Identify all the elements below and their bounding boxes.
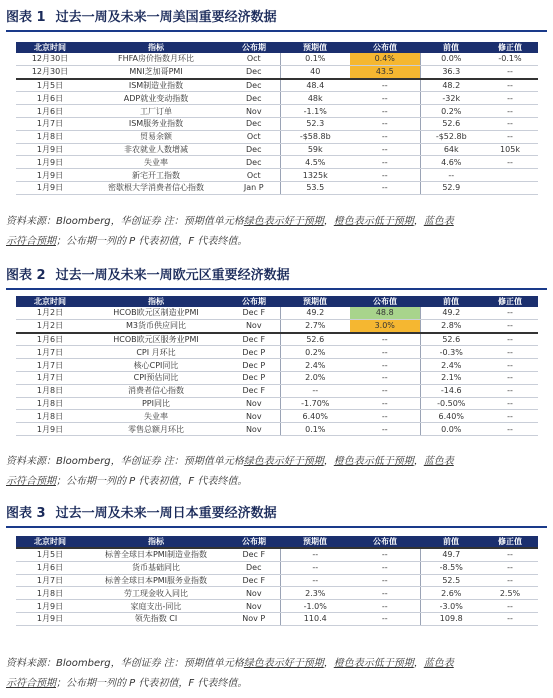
cell-revised: 105k xyxy=(482,143,538,156)
cell-expected: -- xyxy=(280,561,350,574)
cell-time: 1月6日 xyxy=(16,105,84,118)
cell-indicator: 密歇根大学消费者信心指数 xyxy=(84,181,228,194)
col-header-indicator: 指标 xyxy=(84,296,228,307)
cell-expected: -1.1% xyxy=(280,105,350,118)
cell-indicator: ADP就业变动指数 xyxy=(84,92,228,105)
note-orange: 橙色表示低于预期 xyxy=(333,216,414,227)
cell-period: Dec P xyxy=(228,346,280,359)
cell-previous: 4.6% xyxy=(420,156,482,169)
cell-previous: 109.8 xyxy=(420,612,482,625)
cell-time: 1月6日 xyxy=(16,92,84,105)
note-source: 资料来源：Bloomberg，华创证券 注：预期值单元格 xyxy=(6,456,244,467)
cell-revised: -- xyxy=(482,307,538,319)
cell-expected: 110.4 xyxy=(280,612,350,625)
col-header-revised: 修正值 xyxy=(482,42,538,53)
table-row xyxy=(16,346,538,359)
cell-time: 1月2日 xyxy=(16,307,84,319)
figure-1-title xyxy=(6,6,277,25)
cell-previous: 0.2% xyxy=(420,105,482,118)
note-blue-cont: 示符合预期 xyxy=(6,236,56,247)
cell-previous: -32k xyxy=(420,92,482,105)
cell-time: 1月9日 xyxy=(16,156,84,169)
cell-actual: -- xyxy=(350,397,420,410)
note-period: ；公布期一列的 P 代表初值，F 代表终值。 xyxy=(56,236,248,247)
cell-expected: 53.5 xyxy=(280,181,350,194)
cell-indicator: ISM服务业指数 xyxy=(84,117,228,130)
cell-previous: 2.8% xyxy=(420,319,482,332)
cell-period: Dec F xyxy=(228,548,280,561)
cell-period: Dec P xyxy=(228,359,280,372)
cell-indicator: 核心CPI同比 xyxy=(84,359,228,372)
table-row xyxy=(16,169,538,182)
cell-period: Nov xyxy=(228,319,280,332)
cell-indicator: M3货币供应同比 xyxy=(84,319,228,332)
cell-actual: -- xyxy=(350,181,420,194)
cell-revised: -- xyxy=(482,346,538,359)
cell-actual: -- xyxy=(350,117,420,130)
col-header-time: 北京时间 xyxy=(16,42,84,53)
cell-expected: 40 xyxy=(280,65,350,78)
figure-2-note xyxy=(6,452,547,492)
cell-indicator: 贸易余额 xyxy=(84,130,228,143)
cell-period: Nov xyxy=(228,587,280,600)
cell-period: Dec xyxy=(228,156,280,169)
note-blue: 蓝色表 xyxy=(423,456,454,467)
cell-revised: -- xyxy=(482,79,538,92)
cell-revised: 2.5% xyxy=(482,587,538,600)
cell-time: 1月9日 xyxy=(16,169,84,182)
cell-period: Nov xyxy=(228,600,280,613)
cell-indicator: 工厂订单 xyxy=(84,105,228,118)
note-green: 绿色表示好于预期 xyxy=(243,456,324,467)
cell-expected: 0.1% xyxy=(280,53,350,65)
note-comma: ， xyxy=(323,456,334,467)
cell-actual: 48.8 xyxy=(350,307,420,319)
table-row xyxy=(16,53,538,65)
cell-period: Nov xyxy=(228,410,280,423)
table-row xyxy=(16,181,538,194)
table-row xyxy=(16,105,538,118)
cell-indicator: CPI预估同比 xyxy=(84,371,228,384)
note-green: 绿色表示好于预期 xyxy=(243,216,324,227)
cell-indicator: 标普全球日本PMI制造业指数 xyxy=(84,548,228,561)
cell-time: 1月8日 xyxy=(16,587,84,600)
col-header-revised: 修正值 xyxy=(482,296,538,307)
col-header-period: 公布期 xyxy=(228,536,280,548)
cell-actual: -- xyxy=(350,333,420,346)
cell-indicator: 非农就业人数增减 xyxy=(84,143,228,156)
table-row xyxy=(16,319,538,332)
cell-revised: -- xyxy=(482,612,538,625)
cell-revised: -- xyxy=(482,548,538,561)
cell-revised: -- xyxy=(482,574,538,587)
cell-expected: 0.2% xyxy=(280,346,350,359)
figure-1-label: 图表 1 xyxy=(6,10,46,25)
cell-indicator: MNI芝加哥PMI xyxy=(84,65,228,78)
table-row xyxy=(16,587,538,600)
cell-revised: -- xyxy=(482,561,538,574)
cell-actual: -- xyxy=(350,548,420,561)
cell-indicator: 消费者信心指数 xyxy=(84,384,228,397)
cell-indicator: 货币基础同比 xyxy=(84,561,228,574)
cell-actual: -- xyxy=(350,384,420,397)
cell-indicator: ISM制造业指数 xyxy=(84,79,228,92)
cell-revised: -- xyxy=(482,333,538,346)
cell-actual: -- xyxy=(350,587,420,600)
cell-revised: -- xyxy=(482,397,538,410)
cell-previous: 0.0% xyxy=(420,423,482,436)
figure-2-heading: 过去一周及未来一周欧元区重要经济数据 xyxy=(55,268,290,283)
cell-previous: -$52.8b xyxy=(420,130,482,143)
cell-expected: 2.4% xyxy=(280,359,350,372)
note-comma: ， xyxy=(413,456,424,467)
cell-time: 1月7日 xyxy=(16,371,84,384)
cell-revised: -- xyxy=(482,92,538,105)
cell-expected: 49.2 xyxy=(280,307,350,319)
figure-3-rule xyxy=(6,526,547,528)
cell-expected: 0.1% xyxy=(280,423,350,436)
cell-previous: 2.1% xyxy=(420,371,482,384)
col-header-expected: 预期值 xyxy=(280,296,350,307)
cell-expected: 2.3% xyxy=(280,587,350,600)
cell-revised: -- xyxy=(482,156,538,169)
cell-actual: -- xyxy=(350,143,420,156)
cell-revised: -- xyxy=(482,371,538,384)
cell-period: Nov xyxy=(228,397,280,410)
figure-3-heading: 过去一周及未来一周日本重要经济数据 xyxy=(55,506,277,521)
table-row xyxy=(16,333,538,346)
cell-period: Dec F xyxy=(228,384,280,397)
cell-indicator: FHFA房价指数月环比 xyxy=(84,53,228,65)
table-header-row xyxy=(16,536,538,548)
note-orange: 橙色表示低于预期 xyxy=(333,658,414,669)
table-row xyxy=(16,548,538,561)
col-header-actual: 公布值 xyxy=(350,42,420,53)
cell-previous: 2.4% xyxy=(420,359,482,372)
col-header-previous: 前值 xyxy=(420,536,482,548)
cell-time: 1月7日 xyxy=(16,359,84,372)
cell-previous: -0.3% xyxy=(420,346,482,359)
col-header-time: 北京时间 xyxy=(16,296,84,307)
cell-expected: -- xyxy=(280,548,350,561)
figure-3-note xyxy=(6,654,547,694)
cell-actual: -- xyxy=(350,346,420,359)
note-green: 绿色表示好于预期 xyxy=(243,658,324,669)
cell-period: Dec xyxy=(228,92,280,105)
cell-actual: -- xyxy=(350,600,420,613)
col-header-time: 北京时间 xyxy=(16,536,84,548)
cell-previous: -8.5% xyxy=(420,561,482,574)
cell-revised xyxy=(482,169,538,182)
cell-expected: 52.6 xyxy=(280,333,350,346)
cell-expected: 4.5% xyxy=(280,156,350,169)
col-header-period: 公布期 xyxy=(228,296,280,307)
col-header-expected: 预期值 xyxy=(280,536,350,548)
table-row xyxy=(16,561,538,574)
col-header-actual: 公布值 xyxy=(350,296,420,307)
cell-time: 1月9日 xyxy=(16,181,84,194)
cell-time: 1月5日 xyxy=(16,79,84,92)
table-row xyxy=(16,371,538,384)
cell-expected: 2.7% xyxy=(280,319,350,332)
figure-3-label: 图表 3 xyxy=(6,506,46,521)
cell-actual: 0.4% xyxy=(350,53,420,65)
cell-time: 12月30日 xyxy=(16,65,84,78)
cell-time: 1月8日 xyxy=(16,397,84,410)
cell-revised: -- xyxy=(482,410,538,423)
table-row xyxy=(16,156,538,169)
cell-previous: -0.50% xyxy=(420,397,482,410)
cell-indicator: HCOB欧元区服务业PMI xyxy=(84,333,228,346)
cell-previous: 52.6 xyxy=(420,333,482,346)
cell-previous: 64k xyxy=(420,143,482,156)
table-row xyxy=(16,612,538,625)
cell-revised: -- xyxy=(482,384,538,397)
cell-indicator: 标普全球日本PMI服务业指数 xyxy=(84,574,228,587)
cell-actual: 43.5 xyxy=(350,65,420,78)
cell-period: Dec F xyxy=(228,333,280,346)
cell-actual: -- xyxy=(350,105,420,118)
cell-period: Jan P xyxy=(228,181,280,194)
table-row xyxy=(16,384,538,397)
cell-time: 1月8日 xyxy=(16,410,84,423)
cell-indicator: 新宅开工指数 xyxy=(84,169,228,182)
table-row xyxy=(16,130,538,143)
col-header-period: 公布期 xyxy=(228,42,280,53)
cell-time: 1月5日 xyxy=(16,548,84,561)
cell-indicator: HCOB欧元区制造业PMI xyxy=(84,307,228,319)
cell-actual: -- xyxy=(350,156,420,169)
cell-previous: 49.7 xyxy=(420,548,482,561)
cell-time: 1月8日 xyxy=(16,384,84,397)
cell-period: Dec F xyxy=(228,574,280,587)
note-blue-cont: 示符合预期 xyxy=(6,678,56,689)
table-row xyxy=(16,600,538,613)
cell-period: Dec F xyxy=(228,307,280,319)
cell-actual: -- xyxy=(350,79,420,92)
table-row xyxy=(16,423,538,436)
figure-3-title xyxy=(6,502,277,521)
cell-previous: 52.9 xyxy=(420,181,482,194)
cell-time: 12月30日 xyxy=(16,53,84,65)
cell-expected: -- xyxy=(280,384,350,397)
cell-previous: 0.0% xyxy=(420,53,482,65)
note-blue-cont: 示符合预期 xyxy=(6,476,56,487)
cell-time: 1月9日 xyxy=(16,600,84,613)
cell-actual: -- xyxy=(350,612,420,625)
table-header-row xyxy=(16,42,538,53)
cell-previous: -3.0% xyxy=(420,600,482,613)
table-row xyxy=(16,117,538,130)
table-row xyxy=(16,143,538,156)
cell-actual: -- xyxy=(350,561,420,574)
note-comma: ， xyxy=(413,658,424,669)
col-header-expected: 预期值 xyxy=(280,42,350,53)
cell-revised: -- xyxy=(482,359,538,372)
cell-time: 1月9日 xyxy=(16,143,84,156)
cell-period: Nov xyxy=(228,423,280,436)
note-period: ；公布期一列的 P 代表初值，F 代表终值。 xyxy=(56,678,248,689)
cell-actual: -- xyxy=(350,169,420,182)
cell-expected: 2.0% xyxy=(280,371,350,384)
cell-period: Oct xyxy=(228,169,280,182)
cell-previous: 6.40% xyxy=(420,410,482,423)
cell-actual: -- xyxy=(350,371,420,384)
note-blue: 蓝色表 xyxy=(423,216,454,227)
cell-actual: 3.0% xyxy=(350,319,420,332)
table-row xyxy=(16,574,538,587)
cell-period: Dec xyxy=(228,79,280,92)
cell-indicator: 领先指数 CI xyxy=(84,612,228,625)
cell-time: 1月8日 xyxy=(16,130,84,143)
cell-expected: 48.4 xyxy=(280,79,350,92)
cell-time: 1月7日 xyxy=(16,117,84,130)
cell-expected: -1.70% xyxy=(280,397,350,410)
cell-actual: -- xyxy=(350,359,420,372)
us-data-table xyxy=(16,42,538,195)
cell-time: 1月2日 xyxy=(16,319,84,332)
note-period: ；公布期一列的 P 代表初值，F 代表终值。 xyxy=(56,476,248,487)
note-comma: ， xyxy=(323,658,334,669)
cell-period: Dec xyxy=(228,143,280,156)
table-row xyxy=(16,397,538,410)
figure-2-title xyxy=(6,264,290,283)
cell-actual: -- xyxy=(350,92,420,105)
cell-time: 1月6日 xyxy=(16,333,84,346)
note-orange: 橙色表示低于预期 xyxy=(333,456,414,467)
col-header-previous: 前值 xyxy=(420,42,482,53)
figure-2-rule xyxy=(6,288,547,290)
cell-period: Oct xyxy=(228,130,280,143)
cell-indicator: 失业率 xyxy=(84,156,228,169)
cell-period: Nov xyxy=(228,105,280,118)
note-comma: ， xyxy=(323,216,334,227)
cell-time: 1月6日 xyxy=(16,561,84,574)
cell-revised: -- xyxy=(482,423,538,436)
cell-previous: 49.2 xyxy=(420,307,482,319)
cell-previous: -- xyxy=(420,169,482,182)
cell-revised: -- xyxy=(482,117,538,130)
table-row xyxy=(16,92,538,105)
figure-1-rule xyxy=(6,30,547,32)
cell-period: Nov P xyxy=(228,612,280,625)
col-header-indicator: 指标 xyxy=(84,42,228,53)
cell-expected: 59k xyxy=(280,143,350,156)
cell-indicator: PPI同比 xyxy=(84,397,228,410)
figure-2-label: 图表 2 xyxy=(6,268,46,283)
table-row xyxy=(16,79,538,92)
figure-1-note xyxy=(6,212,547,252)
cell-indicator: 失业率 xyxy=(84,410,228,423)
cell-previous: 52.6 xyxy=(420,117,482,130)
table-row xyxy=(16,359,538,372)
cell-actual: -- xyxy=(350,574,420,587)
cell-previous: 36.3 xyxy=(420,65,482,78)
cell-expected: 48k xyxy=(280,92,350,105)
cell-time: 1月9日 xyxy=(16,612,84,625)
cell-previous: 48.2 xyxy=(420,79,482,92)
figure-1-heading: 过去一周及未来一周美国重要经济数据 xyxy=(55,10,277,25)
col-header-indicator: 指标 xyxy=(84,536,228,548)
cell-previous: 52.5 xyxy=(420,574,482,587)
cell-previous: 2.6% xyxy=(420,587,482,600)
cell-time: 1月7日 xyxy=(16,346,84,359)
cell-revised: -0.1% xyxy=(482,53,538,65)
cell-period: Dec xyxy=(228,117,280,130)
cell-revised: -- xyxy=(482,600,538,613)
col-header-actual: 公布值 xyxy=(350,536,420,548)
cell-period: Oct xyxy=(228,53,280,65)
cell-time: 1月9日 xyxy=(16,423,84,436)
cell-expected: 6.40% xyxy=(280,410,350,423)
cell-period: Dec xyxy=(228,561,280,574)
note-comma: ， xyxy=(413,216,424,227)
cell-period: Dec P xyxy=(228,371,280,384)
note-blue: 蓝色表 xyxy=(423,658,454,669)
col-header-revised: 修正值 xyxy=(482,536,538,548)
table-row xyxy=(16,307,538,319)
note-source: 资料来源：Bloomberg，华创证券 注：预期值单元格 xyxy=(6,658,244,669)
table-row xyxy=(16,65,538,78)
japan-data-table xyxy=(16,536,538,626)
cell-revised xyxy=(482,181,538,194)
col-header-previous: 前值 xyxy=(420,296,482,307)
cell-expected: -$58.8b xyxy=(280,130,350,143)
cell-revised: -- xyxy=(482,65,538,78)
cell-time: 1月7日 xyxy=(16,574,84,587)
cell-indicator: 零售总额月环比 xyxy=(84,423,228,436)
cell-expected: -1.0% xyxy=(280,600,350,613)
cell-revised: -- xyxy=(482,319,538,332)
cell-expected: 52.3 xyxy=(280,117,350,130)
cell-expected: 1325k xyxy=(280,169,350,182)
cell-indicator: 家庭支出-同比 xyxy=(84,600,228,613)
cell-indicator: CPI 月环比 xyxy=(84,346,228,359)
euro-data-table xyxy=(16,296,538,436)
cell-actual: -- xyxy=(350,423,420,436)
cell-period: Dec xyxy=(228,65,280,78)
cell-expected: -- xyxy=(280,574,350,587)
cell-indicator: 劳工现金收入同比 xyxy=(84,587,228,600)
cell-revised: -- xyxy=(482,105,538,118)
note-source: 资料来源：Bloomberg，华创证券 注：预期值单元格 xyxy=(6,216,244,227)
cell-revised: -- xyxy=(482,130,538,143)
table-header-row xyxy=(16,296,538,307)
cell-actual: -- xyxy=(350,130,420,143)
cell-previous: -14.6 xyxy=(420,384,482,397)
cell-actual: -- xyxy=(350,410,420,423)
table-row xyxy=(16,410,538,423)
